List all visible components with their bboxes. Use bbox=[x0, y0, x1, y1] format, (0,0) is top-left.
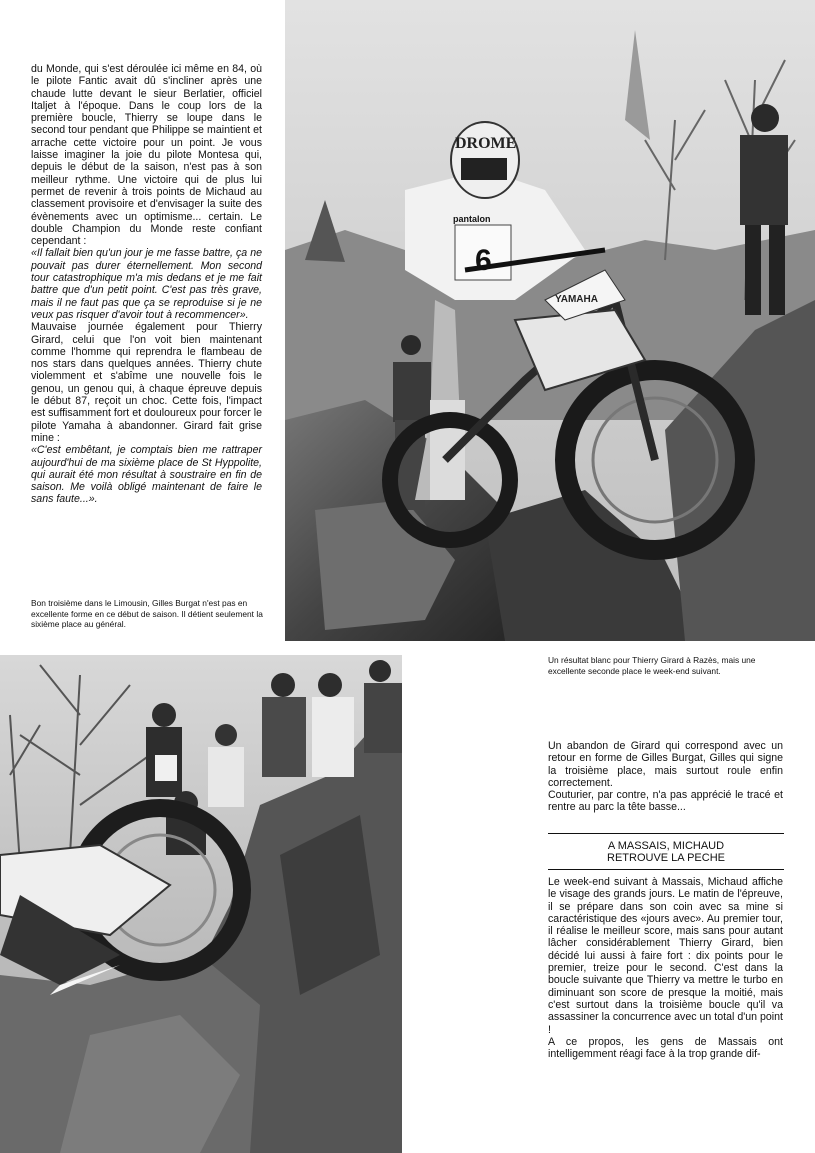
right-article-column-top bbox=[548, 740, 783, 814]
article-paragraph: Couturier, par contre, n'a pas apprécié le tracé et rentre au parc la tête basse... bbox=[548, 789, 783, 814]
article-quote: «Il fallait bien qu'un jour je me fasse battre, ça ne pouvait pas durer éternellement. Mon second tour catastrophique m'a mis dedans et je me fait battre que d'un petit point. C'est pas très grave, mais il ne faut pas que ça se reproduise si je ne veux pas risquer d'avoir tout à recommencer». bbox=[31, 247, 262, 321]
section-divider bbox=[548, 869, 784, 870]
left-article-column bbox=[31, 63, 262, 506]
section-title-line: A MASSAIS, MICHAUD bbox=[607, 840, 725, 852]
jersey-sponsor: pantalon bbox=[453, 214, 491, 224]
article-paragraph: Mauvaise journée également pour Thierry Girard, celui que l'on voit bien maintenant comme l'homme qui reprendra le flambeau de nos stars dans quelques années. Thierry chute violemment et s'abîme une nouvelle fois le genou, un genou qui, à chaque épreuve depuis le début 87, reçoit un choc. Cette fois, l'impact est suffisamment fort et douloureux pour forcer le pilote Yamaha à abandonner. Girard fait grise mine : bbox=[31, 321, 262, 444]
article-paragraph: Le week-end suivant à Massais, Michaud affiche le visage des grands jours. Le matin de l'épreuve, il se prépare dans son coin avec sa mine si caractéristique des «jours avec». Au premier tour, il réalise le meilleur score, mais sans pour autant lâcher considérablement Thierry Girard, bien décidé lui aussi à faire fort : dix points pour le premier, treize pour le second. C'est dans la boucle suivante que Thierry va mettre le turbo en diminuant son score de presque la moitié, mais c'est surtout dans la troisième boucle qu'il va assassiner la concurrence avec un total d'un point ! bbox=[548, 876, 783, 1036]
photo-rider-girard bbox=[285, 0, 815, 641]
section-divider bbox=[548, 833, 784, 834]
section-title bbox=[548, 840, 784, 864]
article-paragraph: du Monde, qui s'est déroulée ici même en 84, où le pilote Fantic avait dû s'incliner après une chaude lutte devant le sieur Berlatier, officiel Italjet à l'époque. Dans le coup lors de la première boucle, Thierry se loupe dans le second tour pendant que Philippe se maintient et arrache cette victoire pour un point. Je vous laisse imaginer la joie du pilote Montesa qui, depuis le début de la saison, n'est pas à son meilleur rythme. Une victoire qui de plus lui permet de revenir à trois points de Michaud au classement provisoire et d'envisager la suite des évènements avec un optimisme... certain. Le double Champion du Monde reste confiant cependant : bbox=[31, 63, 262, 248]
photo-rider-burgat bbox=[0, 655, 402, 1153]
bib-number: 6 bbox=[475, 244, 492, 277]
photo-caption-burgat: Bon troisième dans le Limousin, Gilles Burgat n'est pas en excellente forme en ce début de saison. Il détient seulement la sixième place au général. bbox=[31, 598, 263, 630]
section-title-line: RETROUVE LA PECHE bbox=[607, 852, 725, 864]
photo-caption-girard: Un résultat blanc pour Thierry Girard à Razès, mais une excellente seconde place le week-end suivant. bbox=[548, 655, 756, 676]
helmet-text: DROME bbox=[455, 135, 517, 152]
right-article-column-bottom bbox=[548, 876, 783, 1060]
bike-plate-text: YAMAHA bbox=[555, 294, 598, 305]
article-paragraph: A ce propos, les gens de Massais ont intelligemment réagi face à la trop grande dif- bbox=[548, 1035, 783, 1061]
article-paragraph: Un abandon de Girard qui correspond avec un retour en forme de Gilles Burgat, Gilles qui signe la troisième place, mais surtout roule enfin correctement. bbox=[548, 740, 783, 789]
article-quote: «C'est embêtant, je comptais bien me rattraper aujourd'hui de ma sixième place de St Hyppolite, qui aurait été mon résultat à soustraire en fin de saison. Me voilà obligé maintenant de faire le sans faute...». bbox=[31, 444, 262, 506]
